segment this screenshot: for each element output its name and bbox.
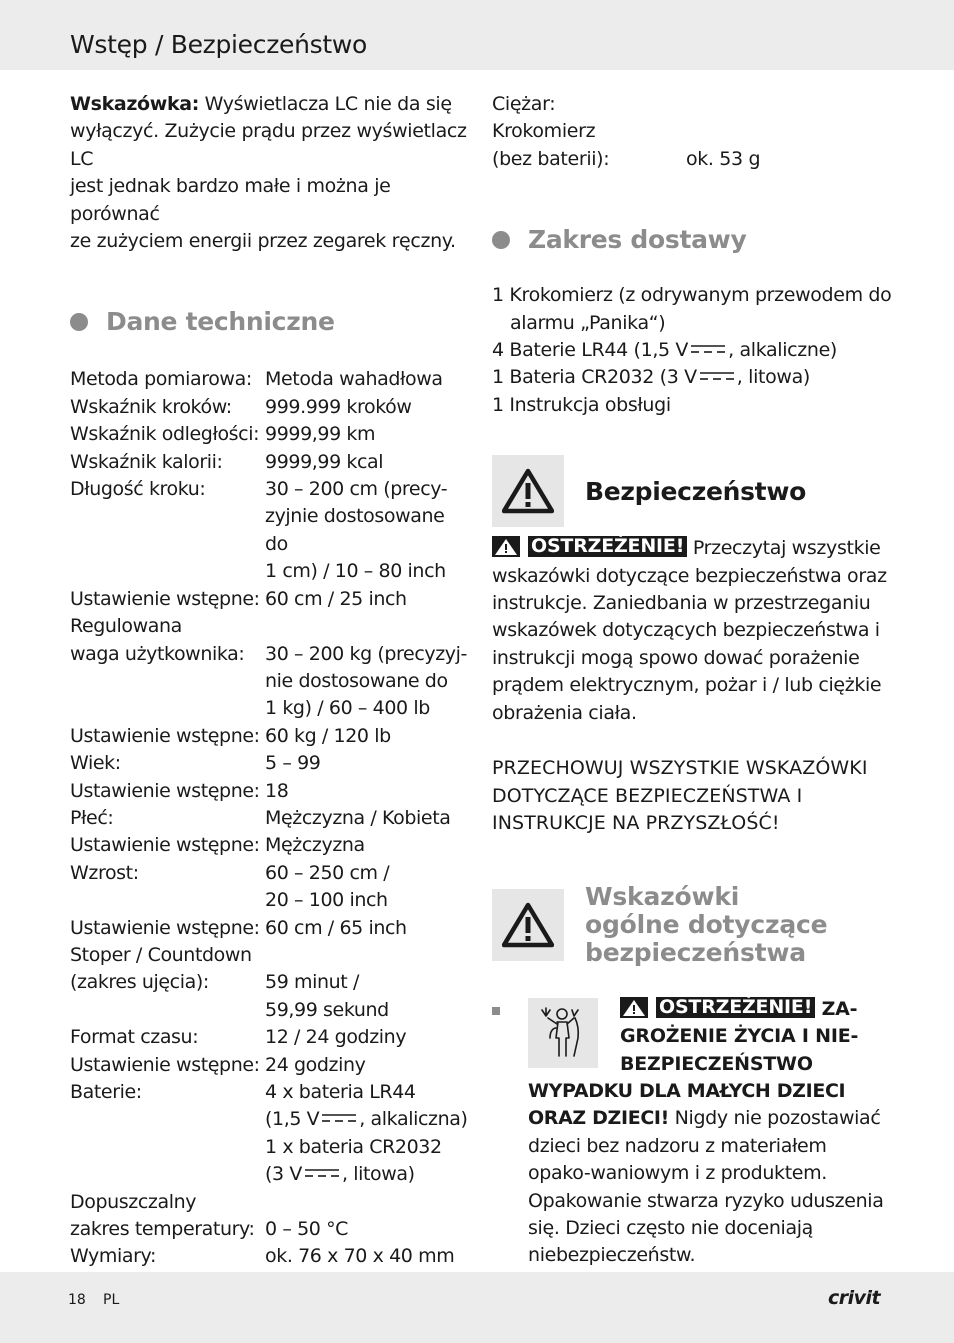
warning-triangle-icon: [620, 997, 648, 1018]
spec-value-line: 0 – 50 °C: [265, 1218, 349, 1241]
caps-line-3: INSTRUKCJE NA PRZYSZŁOŚĆ!: [492, 811, 780, 834]
spec-row: [70, 613, 470, 640]
safety-heading: [492, 455, 892, 527]
dc-symbol-icon: [305, 1168, 339, 1178]
bullet-dot-icon: [492, 231, 510, 249]
child-icon: [528, 998, 598, 1068]
right-column: [492, 91, 892, 967]
spec-value: [265, 586, 470, 613]
spec-value-line: Metoda wahadłowa: [265, 368, 443, 391]
spec-value-line: 30 – 200 cm (precy-: [265, 478, 448, 501]
spec-value: [265, 394, 470, 421]
spec-value: [265, 1189, 470, 1216]
weight-label: (bez baterii):: [492, 147, 610, 170]
warning-label: OSTRZEŻENIE!: [528, 536, 687, 557]
list-item: 1 Instrukcja obsługi: [492, 393, 671, 416]
spec-value: [265, 641, 470, 723]
spec-row: [70, 1189, 470, 1216]
spec-label: waga użytkownika:: [70, 642, 245, 665]
spec-value-line: 20 – 100 inch: [265, 889, 388, 912]
spec-value: [265, 860, 470, 915]
note-line-1: Wyświetlacza LC nie da się: [204, 93, 452, 115]
spec-label: Baterie:: [70, 1081, 142, 1103]
spec-label: Ustawienie wstępne:: [70, 724, 260, 747]
spec-value: [265, 1024, 470, 1051]
caps-line-2: DOTYCZĄCE BEZPIECZEŃSTWA I: [492, 784, 803, 807]
spec-row: [70, 366, 470, 393]
spec-value-line: 1 kg) / 60 – 400 lb: [265, 697, 430, 720]
note-line-4: ze zużyciem energii przez zegarek ręczny.: [70, 230, 456, 253]
battery-line-2b: , alkaliczna): [359, 1108, 468, 1131]
spec-value-line: [265, 1189, 470, 1216]
tech-heading-text: Dane techniczne: [106, 307, 335, 337]
general-warn-head-5: ORAZ DZIECI!: [528, 1107, 669, 1130]
spec-row: [70, 449, 470, 476]
left-column: [70, 91, 470, 1298]
general-warn-head-1: ZA-: [821, 998, 858, 1020]
note-line-3: jest jednak bardzo małe i można je porównać: [70, 175, 391, 225]
spec-label: Płeć:: [70, 806, 114, 829]
spec-label: zakres temperatury:: [70, 1218, 255, 1241]
note-paragraph: [70, 91, 470, 255]
spec-value-line: 18: [265, 779, 289, 802]
spec-value: [265, 832, 470, 859]
delivery-item-2a: 4 Baterie LR44 (1,5 V: [492, 339, 689, 362]
spec-value: [265, 1079, 470, 1189]
spec-value: [265, 476, 470, 586]
safety-warning: [492, 535, 892, 727]
spec-value-line: zyjnie dostosowane do: [265, 505, 445, 555]
safety-heading-text: Bezpieczeństwo: [585, 476, 807, 506]
page-title: Wstęp / Bezpieczeństwo: [70, 30, 368, 59]
spec-label: Długość kroku:: [70, 478, 206, 501]
warning-triangle-icon: [492, 455, 564, 527]
spec-value-line: 60 kg / 120 lb: [265, 724, 391, 747]
spec-row: [70, 805, 470, 832]
warning-label: OSTRZEŻENIE!: [656, 997, 815, 1018]
general-heading-text: [585, 883, 827, 967]
general-heading-line-1: Wskazówki: [585, 882, 740, 912]
spec-label: Wskaźnik odległości:: [70, 423, 260, 446]
spec-value-line: 60 cm / 65 inch: [265, 916, 407, 939]
spec-value-line: 30 – 200 kg (precyzyj-: [265, 642, 467, 665]
square-bullet-icon: [492, 1007, 500, 1015]
spec-row: [70, 860, 470, 915]
page-number: 18: [68, 1292, 86, 1308]
warning-triangle-icon: [492, 536, 520, 557]
spec-row: [70, 915, 470, 942]
general-warn-head-4: WYPADKU DLA MAŁYCH DZIECI: [528, 1080, 846, 1102]
spec-value: [265, 915, 470, 942]
spec-value: [265, 805, 470, 832]
delivery-list: [492, 282, 892, 419]
spec-value: [265, 366, 470, 393]
spec-row: [70, 476, 470, 586]
note-label: Wskazówka:: [70, 93, 199, 115]
tech-heading: [70, 307, 470, 336]
spec-label: Ustawienie wstępne:: [70, 834, 260, 857]
general-warn-head-3: BEZPIECZEŃSTWO: [620, 1052, 813, 1075]
spec-label: Stoper / Countdown: [70, 943, 252, 966]
spec-label: Dopuszczalny: [70, 1190, 197, 1213]
spec-label: Ustawienie wstępne:: [70, 1053, 260, 1076]
delivery-item-3a: 1 Bateria CR2032 (3 V: [492, 366, 697, 389]
battery-line-3: 1 x bateria CR2032: [265, 1135, 442, 1158]
bullet-dot-icon: [70, 313, 88, 331]
spec-value-line: [265, 613, 470, 640]
dc-symbol-icon: [700, 371, 734, 381]
spec-row: [70, 586, 470, 613]
general-warn-head-2: GROŻENIE ŻYCIA I NIE-: [620, 1025, 859, 1048]
spec-value: [265, 942, 470, 969]
spec-row: [70, 1024, 470, 1051]
spec-value: [265, 1052, 470, 1079]
weight-row: [492, 146, 892, 173]
battery-row: [70, 1079, 470, 1189]
caps-line-1: PRZECHOWUJ WSZYSTKIE WSKAZÓWKI: [492, 757, 868, 780]
spec-row: [70, 394, 470, 421]
spec-value-line: 24 godziny: [265, 1053, 366, 1076]
spec-row: [70, 421, 470, 448]
spec-label: Wymiary:: [70, 1245, 157, 1268]
spec-row: [70, 942, 470, 969]
spec-row: [70, 1052, 470, 1079]
spec-label: Ustawienie wstępne:: [70, 587, 260, 610]
list-item: [492, 337, 892, 364]
spec-value: [265, 778, 470, 805]
spec-value-line: nie dostosowane do: [265, 669, 448, 692]
logo-text: crivit: [828, 1287, 881, 1309]
delivery-heading: [492, 225, 892, 254]
spec-row: [70, 641, 470, 723]
battery-line-2a: (1,5 V: [265, 1108, 320, 1131]
spec-label: Wskaźnik kalorii:: [70, 450, 223, 473]
battery-line-1: 4 x bateria LR44: [265, 1081, 416, 1103]
general-warning-body: [528, 1078, 888, 1270]
spec-label: Regulowana: [70, 615, 182, 638]
list-item: 1 Krokomierz (z odrywanym przewodem do alarmu „Panika“): [492, 284, 892, 334]
spec-value: [265, 750, 470, 777]
spec-value: [265, 613, 470, 640]
spec-row: [70, 969, 470, 1024]
spec-label: Wskaźnik kroków:: [70, 395, 232, 418]
list-item: [492, 364, 892, 391]
spec-value: [265, 449, 470, 476]
spec-value-line: ok. 76 x 70 x 40 mm: [265, 1245, 455, 1268]
spec-row: [70, 1079, 470, 1189]
weight-line-2: Krokomierz: [492, 120, 596, 143]
spec-row: [70, 723, 470, 750]
spec-row: [70, 778, 470, 805]
spec-label: Wzrost:: [70, 861, 139, 884]
spec-value-line: 59,99 sekund: [265, 998, 389, 1021]
spec-value: [265, 723, 470, 750]
general-warning-text: Nigdy nie pozostawiać dzieci bez nadzoru z materiałem opako-waniowym i z produktem. Opakowanie stwarza ryzyko uduszenia się. Dzieci często nie doceniają niebezpieczeństw.: [528, 1107, 884, 1267]
spec-row: [70, 750, 470, 777]
warning-triangle-icon: [492, 889, 564, 961]
spec-row: [70, 832, 470, 859]
spec-value-line: Mężczyzna / Kobieta: [265, 806, 451, 829]
safety-caps: [492, 755, 892, 837]
delivery-item-3b: , litowa): [736, 366, 810, 389]
spec-value-line: 60 – 250 cm /: [265, 861, 390, 884]
spec-row: [70, 1216, 470, 1243]
spec-value-line: 12 / 24 godziny: [265, 1026, 407, 1049]
language-code: PL: [103, 1292, 120, 1308]
general-warning-head: [620, 996, 880, 1078]
general-heading: [492, 883, 892, 967]
spec-label: Metoda pomiarowa:: [70, 368, 252, 391]
delivery-heading-text: Zakres dostawy: [528, 225, 747, 255]
general-heading-line-3: bezpieczeństwa: [585, 938, 806, 968]
dc-symbol-icon: [691, 344, 725, 354]
weight-block: [492, 91, 892, 173]
spec-value: [265, 969, 470, 1024]
spec-value: [265, 1216, 470, 1243]
spec-label: Format czasu:: [70, 1026, 199, 1049]
spec-value-line: [265, 942, 470, 969]
spec-label: Ustawienie wstępne:: [70, 916, 260, 939]
spec-value-line: 9999,99 km: [265, 423, 376, 446]
spec-value-line: 999.999 kroków: [265, 395, 412, 418]
footer-bar: [0, 1272, 954, 1343]
delivery-item-2b: , alkaliczne): [728, 339, 837, 362]
battery-line-4b: , litowa): [341, 1163, 415, 1186]
safety-warning-text: Przeczytaj wszystkie wskazówki dotyczące bezpieczeństwa oraz instrukcje. Zaniedbania w przestrzeganiu wskazówek dotyczących bezpieczeństwa i instrukcji mogą spowo dować porażenie prądem elektrycznym, pożar i / lub ciężkie obrażenia ciała.: [492, 537, 887, 724]
tech-spec-table: [70, 366, 470, 1079]
spec-value-line: 60 cm / 25 inch: [265, 587, 407, 610]
spec-value-line: 5 – 99: [265, 752, 321, 775]
spec-value: [265, 421, 470, 448]
spec-label: (zakres ujęcia):: [70, 971, 209, 994]
dc-symbol-icon: [322, 1113, 356, 1123]
spec-value-line: 59 minut /: [265, 971, 359, 994]
battery-line-4a: (3 V: [265, 1163, 302, 1186]
spec-label: Ustawienie wstępne:: [70, 779, 260, 802]
note-line-2: wyłączyć. Zużycie prądu przez wyświetlacz LC: [70, 120, 467, 170]
spec-value-line: 1 cm) / 10 – 80 inch: [265, 560, 446, 583]
spec-value-line: Mężczyzna: [265, 834, 365, 857]
crivit-logo: [826, 1282, 886, 1312]
general-heading-line-2: ogólne dotyczące: [585, 910, 828, 940]
weight-value: ok. 53 g: [686, 147, 761, 170]
spec-value-line: 9999,99 kcal: [265, 450, 384, 473]
weight-line-1: Ciężar:: [492, 93, 556, 115]
spec-label: Wiek:: [70, 752, 121, 775]
